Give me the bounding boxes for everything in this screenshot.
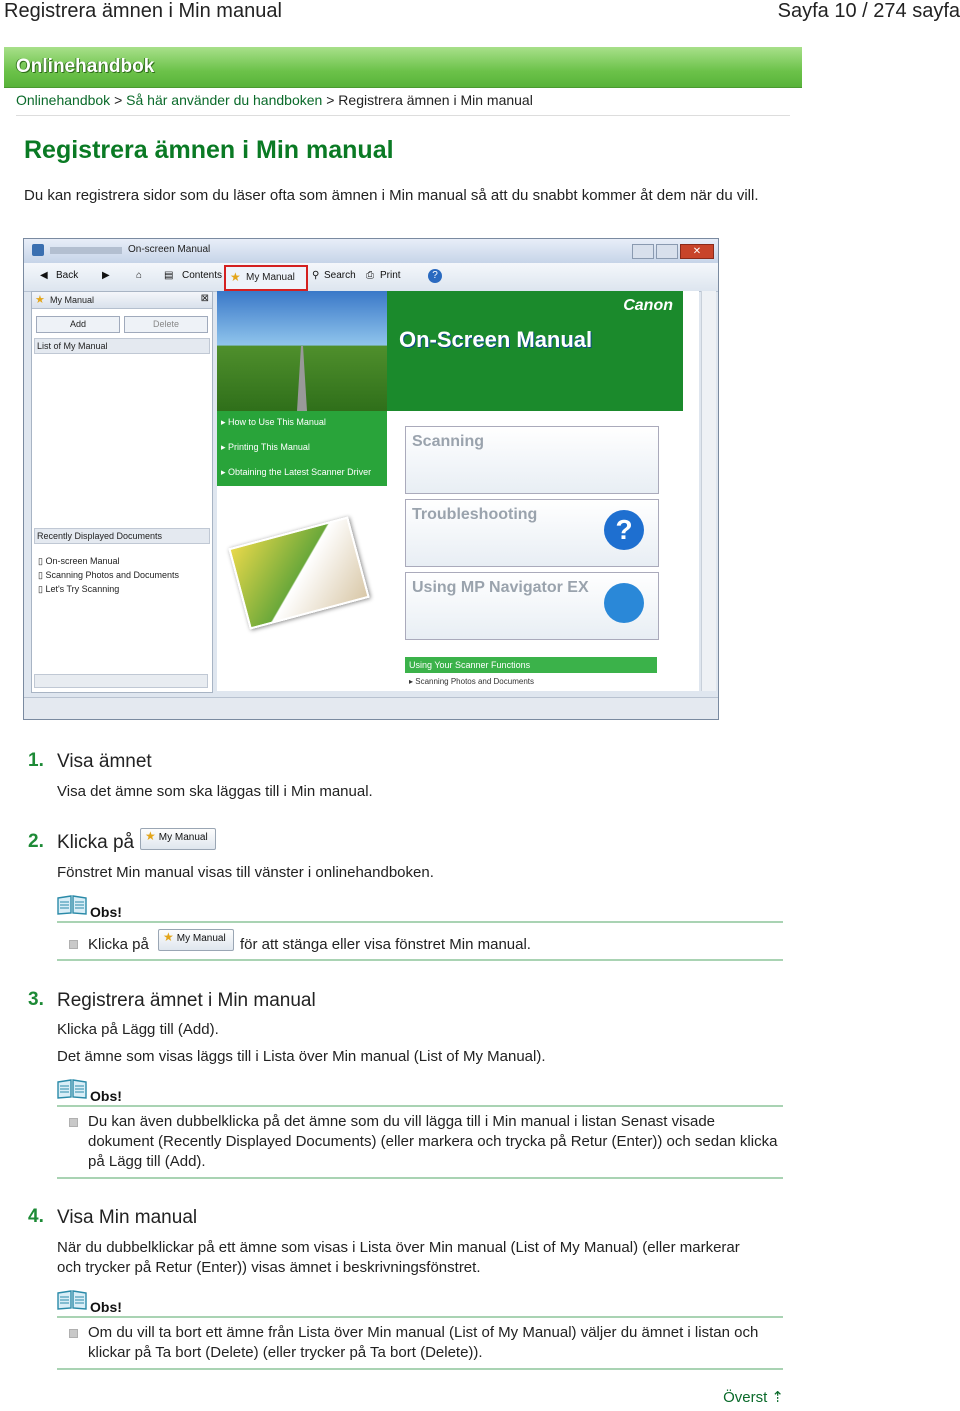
my-manual-pane xyxy=(31,291,213,693)
note-rule xyxy=(57,1177,783,1179)
bullet-icon xyxy=(69,1329,78,1338)
step-number: 2. xyxy=(28,831,44,852)
back-to-top-link[interactable] xyxy=(723,1388,784,1406)
step-text: Det ämne som visas läggs till i Lista över Min manual (List of My Manual). xyxy=(57,1048,546,1065)
star-icon: ★ xyxy=(145,829,156,843)
note-label: Obs! xyxy=(90,1299,122,1315)
star-icon: ★ xyxy=(35,294,45,306)
recent-label: Recently Displayed Documents xyxy=(34,528,210,544)
card-scanning: Scanning xyxy=(405,426,659,494)
navigator-icon xyxy=(604,583,644,623)
note-text: Du kan även dubbelklicka på det ämne som du vill lägga till i Min manual i listan Senast visade dokument (Recently Displayed Documents) (eller markera och trycka på Retur (Enter)) och sedan klicka på Lägg till (Add). xyxy=(88,1113,778,1170)
search-icon: ⚲ xyxy=(312,270,320,281)
window-toolbar xyxy=(24,263,718,292)
add-button: Add xyxy=(36,316,120,333)
step-number: 1. xyxy=(28,750,44,771)
back-label: Back xyxy=(56,270,79,281)
breadcrumb-link-home[interactable]: Onlinehandbok xyxy=(16,92,111,108)
book-icon xyxy=(57,895,87,915)
divider xyxy=(16,115,790,116)
contents-icon: ▤ xyxy=(164,270,174,281)
blurred-title xyxy=(50,247,122,254)
note-rule xyxy=(57,959,783,961)
recent-item: ▯ On-screen Manual xyxy=(38,556,120,566)
top-link-label: Överst xyxy=(723,1389,768,1406)
my-manual-highlight xyxy=(224,265,308,291)
nav-link: ▸ Obtaining the Latest Scanner Driver xyxy=(221,467,372,477)
screenshot-onscreen-manual xyxy=(23,238,719,720)
button-label: My Manual xyxy=(176,933,226,944)
my-manual-button xyxy=(158,929,234,951)
card-mp-navigator: Using MP Navigator EX xyxy=(405,572,659,640)
window-title: On-screen Manual xyxy=(128,244,211,255)
hscrollbar xyxy=(34,674,208,688)
maximize-icon xyxy=(656,244,678,259)
breadcrumb-sep: > xyxy=(326,92,335,108)
manual-title: On-Screen Manual xyxy=(399,327,593,352)
manual-main-view xyxy=(217,291,699,691)
bullet-icon xyxy=(69,940,78,949)
home-icon: ⌂ xyxy=(136,270,143,281)
page-number: Sayfa 10 / 274 sayfa xyxy=(777,0,960,22)
functions-link: ▸ Scanning Photos and Documents xyxy=(409,677,534,686)
road-image xyxy=(217,291,387,411)
book-icon xyxy=(57,1290,87,1310)
note-text-pre: Klicka på xyxy=(88,936,149,953)
back-icon: ◀ xyxy=(40,270,48,281)
manual-nav xyxy=(217,411,387,486)
note-rule xyxy=(57,1105,783,1107)
manual-header xyxy=(387,291,683,411)
pane-close-icon: ⊠ xyxy=(200,293,209,304)
breadcrumb xyxy=(16,92,533,108)
close-icon: ✕ xyxy=(680,244,714,259)
app-icon xyxy=(32,244,44,256)
bullet-icon xyxy=(69,1118,78,1127)
up-arrow-icon: ⇡ xyxy=(771,1389,784,1406)
breadcrumb-link-howto[interactable]: Så här använder du handboken xyxy=(126,92,323,108)
step-text: Klicka på Lägg till (Add). xyxy=(57,1021,219,1038)
card-troubleshooting: Troubleshooting ? xyxy=(405,499,659,567)
search-label: Search xyxy=(324,270,356,281)
note-rule xyxy=(57,1368,783,1370)
note-label: Obs! xyxy=(90,904,122,920)
page-title: Registrera ämnen i Min manual xyxy=(4,0,282,22)
step-text: Visa det ämne som ska läggas till i Min manual. xyxy=(57,783,373,800)
brand-logo: Canon xyxy=(623,297,673,314)
statusbar xyxy=(24,697,718,720)
book-icon xyxy=(57,1079,87,1099)
note-text: Om du vill ta bort ett ämne från Lista över Min manual (List of My Manual) väljer du ämnet i listan och klickar på Ta bort (Delete) (eller trycker på Ta bort (Delete)). xyxy=(88,1324,759,1361)
photo-thumbnail xyxy=(228,516,370,629)
contents-label: Contents xyxy=(182,270,223,281)
banner xyxy=(4,47,802,88)
step-number: 4. xyxy=(28,1206,44,1227)
step-title: Registrera ämnet i Min manual xyxy=(57,990,316,1011)
step-number: 3. xyxy=(28,989,44,1010)
step-title: Klicka på xyxy=(57,832,135,853)
note-label: Obs! xyxy=(90,1088,122,1104)
star-icon: ★ xyxy=(230,270,241,284)
note-text-post: för att stänga eller visa fönstret Min manual. xyxy=(240,936,531,953)
vscrollbar xyxy=(701,291,716,691)
recent-item: ▯ Scanning Photos and Documents xyxy=(38,570,180,580)
banner-label: Onlinehandbok xyxy=(16,56,155,77)
my-manual-button xyxy=(140,828,216,850)
pane-title: My Manual xyxy=(50,295,95,305)
step-text: Fönstret Min manual visas till vänster i onlinehandboken. xyxy=(57,864,434,881)
print-icon: ⎙ xyxy=(366,270,374,281)
step-title: Visa Min manual xyxy=(57,1207,198,1228)
intro-text: Du kan registrera sidor som du läser ofta som ämnen i Min manual så att du snabbt kommer åt dem när du vill. xyxy=(24,187,759,204)
button-label: My Manual xyxy=(158,832,208,843)
note-rule xyxy=(57,1316,783,1318)
recent-item: ▯ Let's Try Scanning xyxy=(38,584,120,594)
delete-button: Delete xyxy=(124,316,208,333)
star-icon: ★ xyxy=(163,930,174,944)
minimize-icon xyxy=(632,244,654,259)
my-manual-label: My Manual xyxy=(246,272,295,283)
note-rule xyxy=(57,921,783,923)
step-text: När du dubbelklickar på ett ämne som visas i Lista över Min manual (List of My Manual) (eller markerar och trycker på Retur (Enter)) visas ämnet i beskrivningsfönstret. xyxy=(57,1239,740,1276)
help-icon: ? xyxy=(428,269,442,283)
functions-header: Using Your Scanner Functions xyxy=(405,657,657,673)
breadcrumb-sep: > xyxy=(114,92,123,108)
nav-link: ▸ Printing This Manual xyxy=(221,442,310,452)
print-label: Print xyxy=(380,270,401,281)
window-titlebar xyxy=(24,239,718,263)
forward-icon: ▶ xyxy=(102,270,110,281)
question-icon: ? xyxy=(604,510,644,550)
breadcrumb-current: Registrera ämnen i Min manual xyxy=(338,92,533,108)
list-label: List of My Manual xyxy=(34,338,210,354)
content-heading: Registrera ämnen i Min manual xyxy=(24,136,394,164)
step-title: Visa ämnet xyxy=(57,751,152,772)
nav-link: ▸ How to Use This Manual xyxy=(221,417,326,427)
